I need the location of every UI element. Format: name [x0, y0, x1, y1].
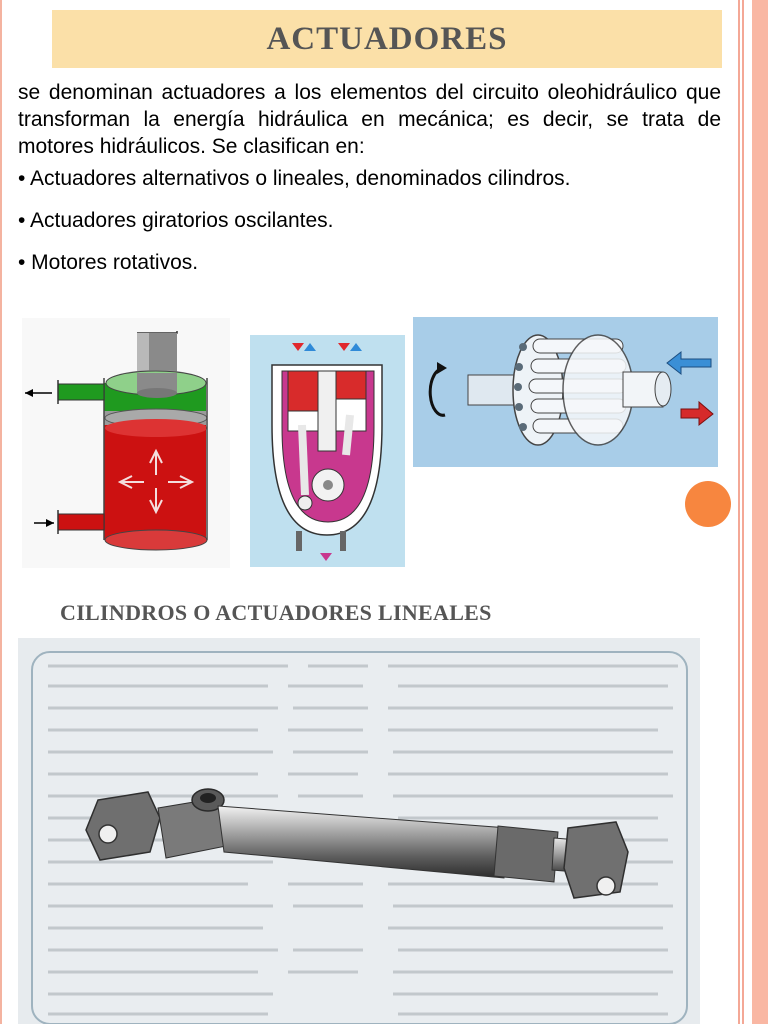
right-edge-decoration [738, 0, 768, 1024]
list-item: • Motores rotativos. [18, 251, 199, 274]
accent-circle [685, 481, 731, 527]
section-title: CILINDROS O ACTUADORES LINEALES [60, 600, 492, 625]
title-banner [52, 10, 722, 68]
body-text [18, 79, 721, 276]
classification-list [18, 165, 721, 276]
slide-title: ACTUADORES [266, 20, 508, 57]
rotary-motor-figure [413, 317, 718, 467]
intro-paragraph: se denominan actuadores a los elementos del circuito oleohidráulico que transforman la energía hidráulica en mecánica; es decir, se trata de motores hidráulicos. Se clasifican en: [18, 81, 721, 158]
list-item: • Actuadores alternativos o lineales, denominados cilindros. [18, 167, 571, 190]
linear-cylinder-figure [22, 318, 230, 568]
oscillating-actuator-figure [250, 335, 405, 567]
list-item: • Actuadores giratorios oscilantes. [18, 209, 334, 232]
hydraulic-cylinder-photo [18, 638, 700, 1024]
left-edge-line [0, 0, 2, 1024]
